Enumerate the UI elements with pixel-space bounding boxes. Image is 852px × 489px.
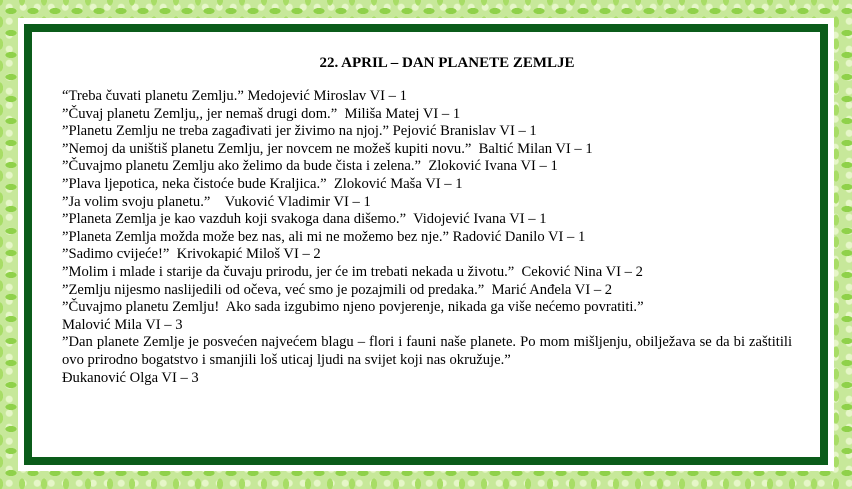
quote-paragraph: ”Dan planete Zemlje je posvećen najvećem blagu – flori i fauni naše planete. Po mom mišljenju, obilježava se da bi zaštitili ovo prirodno bogatstvo i smanjili loš uticaj ljudi na svijet koji nas okružuje.”	[62, 334, 796, 368]
quote-line: ”Sadimo cvijeće!” Krivokapić Miloš VI – 2	[62, 246, 321, 263]
green-frame	[24, 24, 828, 465]
quote-line: ”Čuvajmo planetu Zemlju ako želimo da bude čista i zelena.” Zloković Ivana VI – 1	[62, 158, 558, 175]
quote-line: “Treba čuvati planetu Zemlju.” Medojević Miroslav VI – 1	[62, 88, 407, 104]
quote-line: ”Ja volim svoju planetu.” Vuković Vladimir VI – 1	[62, 193, 371, 210]
quote-line: ”Čuvaj planetu Zemlju,, jer nemaš drugi dom.” Miliša Matej VI – 1	[62, 105, 461, 122]
quote-line: ”Plava ljepotica, neka čistoće bude Kraljica.” Zloković Maša VI – 1	[62, 175, 463, 192]
quote-line: ”Čuvajmo planetu Zemlju! Ako sada izgubimo njeno povjerenje, nikada ga više nećemo povratiti.”	[62, 299, 644, 316]
quote-line: ”Planeta Zemlja je kao vazduh koji svakoga dana dišemo.” Vidojević Ivana VI – 1	[62, 211, 547, 228]
document-content	[62, 54, 796, 387]
quote-line: ”Zemlju nijesmo naslijedili od očeva, već smo je pozajmili od predaka.” Marić Anđela VI – 2	[62, 281, 613, 298]
document-title: 22. APRIL – DAN PLANETE ZEMLJE	[319, 55, 575, 71]
quote-line: ”Planetu Zemlju ne treba zagađivati jer živimo na njoj.” Pejović Branislav VI – 1	[62, 123, 537, 140]
quote-line: ”Molim i mlade i starije da čuvaju prirodu, jer će im trebati nekada u životu.” Ceković Nina VI – 2	[62, 263, 643, 280]
quote-author-line: Đukanović Olga VI – 3	[62, 369, 199, 386]
quote-line: ”Nemoj da uništiš planetu Zemlju, jer novcem ne možeš kupiti novu.” Baltić Milan VI – 1	[62, 140, 593, 157]
quote-author-line: Malović Mila VI – 3	[62, 316, 183, 333]
quote-line: ”Planeta Zemlja možda može bez nas, ali mi ne možemo bez nje.” Radović Danilo VI – 1	[62, 228, 586, 245]
